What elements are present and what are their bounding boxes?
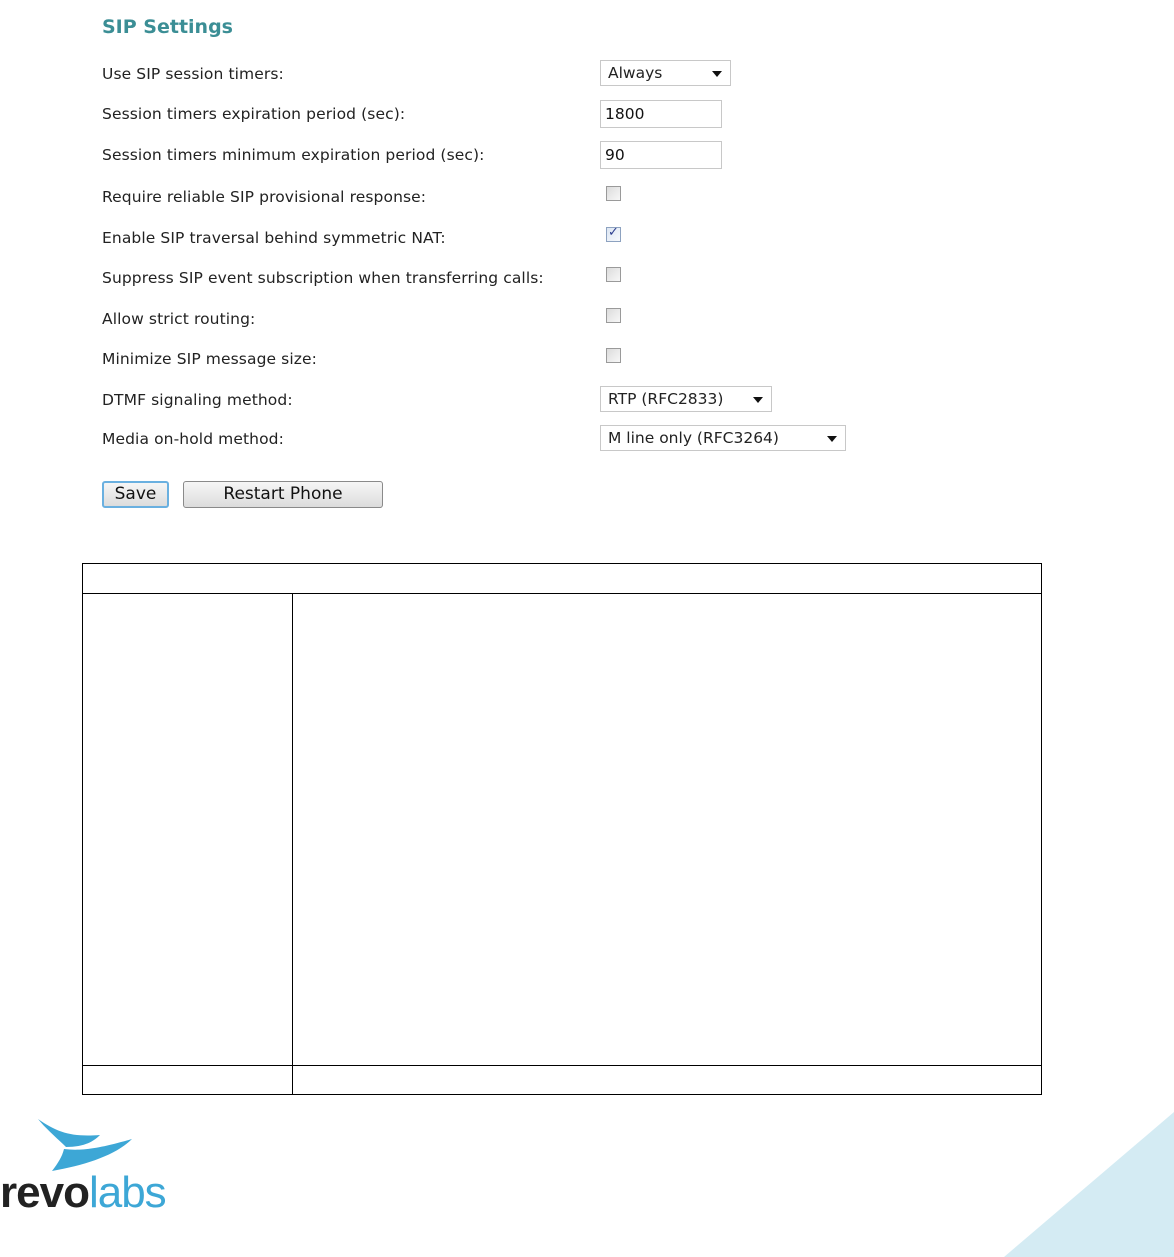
reliable-provisional-label: Require reliable SIP provisional response:	[102, 188, 427, 206]
onhold-method-select[interactable]	[600, 425, 846, 451]
page-title: SIP Settings	[102, 16, 233, 38]
minimize-size-label: Minimize SIP message size:	[102, 350, 317, 368]
save-button[interactable]: Save	[102, 481, 169, 508]
suppress-subscription-checkbox[interactable]	[606, 267, 621, 282]
revolabs-logo-text	[0, 1168, 166, 1218]
expiration-period-label: Session timers expiration period (sec):	[102, 105, 406, 123]
decorative-corner-shape	[1004, 1112, 1174, 1257]
reliable-provisional-control	[600, 183, 630, 207]
dtmf-method-label: DTMF signaling method:	[102, 391, 293, 409]
min-expiration-period-row	[102, 141, 862, 171]
symmetric-nat-label: Enable SIP traversal behind symmetric NAT:	[102, 229, 446, 247]
strict-routing-label: Allow strict routing:	[102, 310, 256, 328]
strict-routing-checkbox[interactable]	[606, 308, 621, 323]
logo-text-labs: labs	[88, 1168, 166, 1217]
symmetric-nat-row	[102, 224, 862, 254]
suppress-subscription-control	[600, 264, 630, 288]
dtmf-method-row	[102, 386, 862, 416]
symmetric-nat-control	[600, 224, 630, 248]
chevron-down-icon	[712, 71, 722, 77]
strict-routing-row	[102, 305, 862, 335]
minimize-size-row	[102, 345, 862, 375]
chevron-down-icon	[753, 397, 763, 403]
logo-upper-wing	[38, 1119, 100, 1147]
suppress-subscription-row	[102, 264, 862, 294]
minimize-size-checkbox[interactable]	[606, 348, 621, 363]
dtmf-method-select[interactable]	[600, 386, 772, 412]
restart-phone-button[interactable]: Restart Phone	[183, 481, 383, 508]
expiration-period-input[interactable]: 1800	[600, 100, 722, 128]
table-divider	[83, 1065, 1041, 1066]
minimize-size-control	[600, 345, 630, 369]
logo-text-revo: revo	[0, 1168, 89, 1217]
min-expiration-period-input[interactable]: 90	[600, 141, 722, 169]
reliable-provisional-row	[102, 183, 862, 213]
corner-triangle	[1004, 1112, 1174, 1257]
table-divider	[83, 593, 1041, 594]
expiration-period-row	[102, 100, 862, 130]
strict-routing-control	[600, 305, 630, 329]
min-expiration-period-label: Session timers minimum expiration period (sec):	[102, 146, 485, 164]
session-timers-label: Use SIP session timers:	[102, 65, 284, 83]
onhold-method-label: Media on-hold method:	[102, 430, 284, 448]
session-timers-value: Always	[608, 64, 663, 82]
session-timers-select[interactable]	[600, 60, 731, 86]
symmetric-nat-checkbox[interactable]	[606, 227, 621, 242]
description-table	[82, 563, 1042, 1095]
reliable-provisional-checkbox[interactable]	[606, 186, 621, 201]
onhold-method-value: M line only (RFC3264)	[608, 429, 779, 447]
session-timers-row	[102, 60, 862, 90]
onhold-method-row	[102, 425, 862, 455]
checkmark-icon: ✓	[608, 225, 619, 240]
suppress-subscription-label: Suppress SIP event subscription when transferring calls:	[102, 269, 544, 287]
dtmf-method-value: RTP (RFC2833)	[608, 390, 724, 408]
chevron-down-icon	[827, 436, 837, 442]
table-column-divider	[292, 593, 293, 1094]
